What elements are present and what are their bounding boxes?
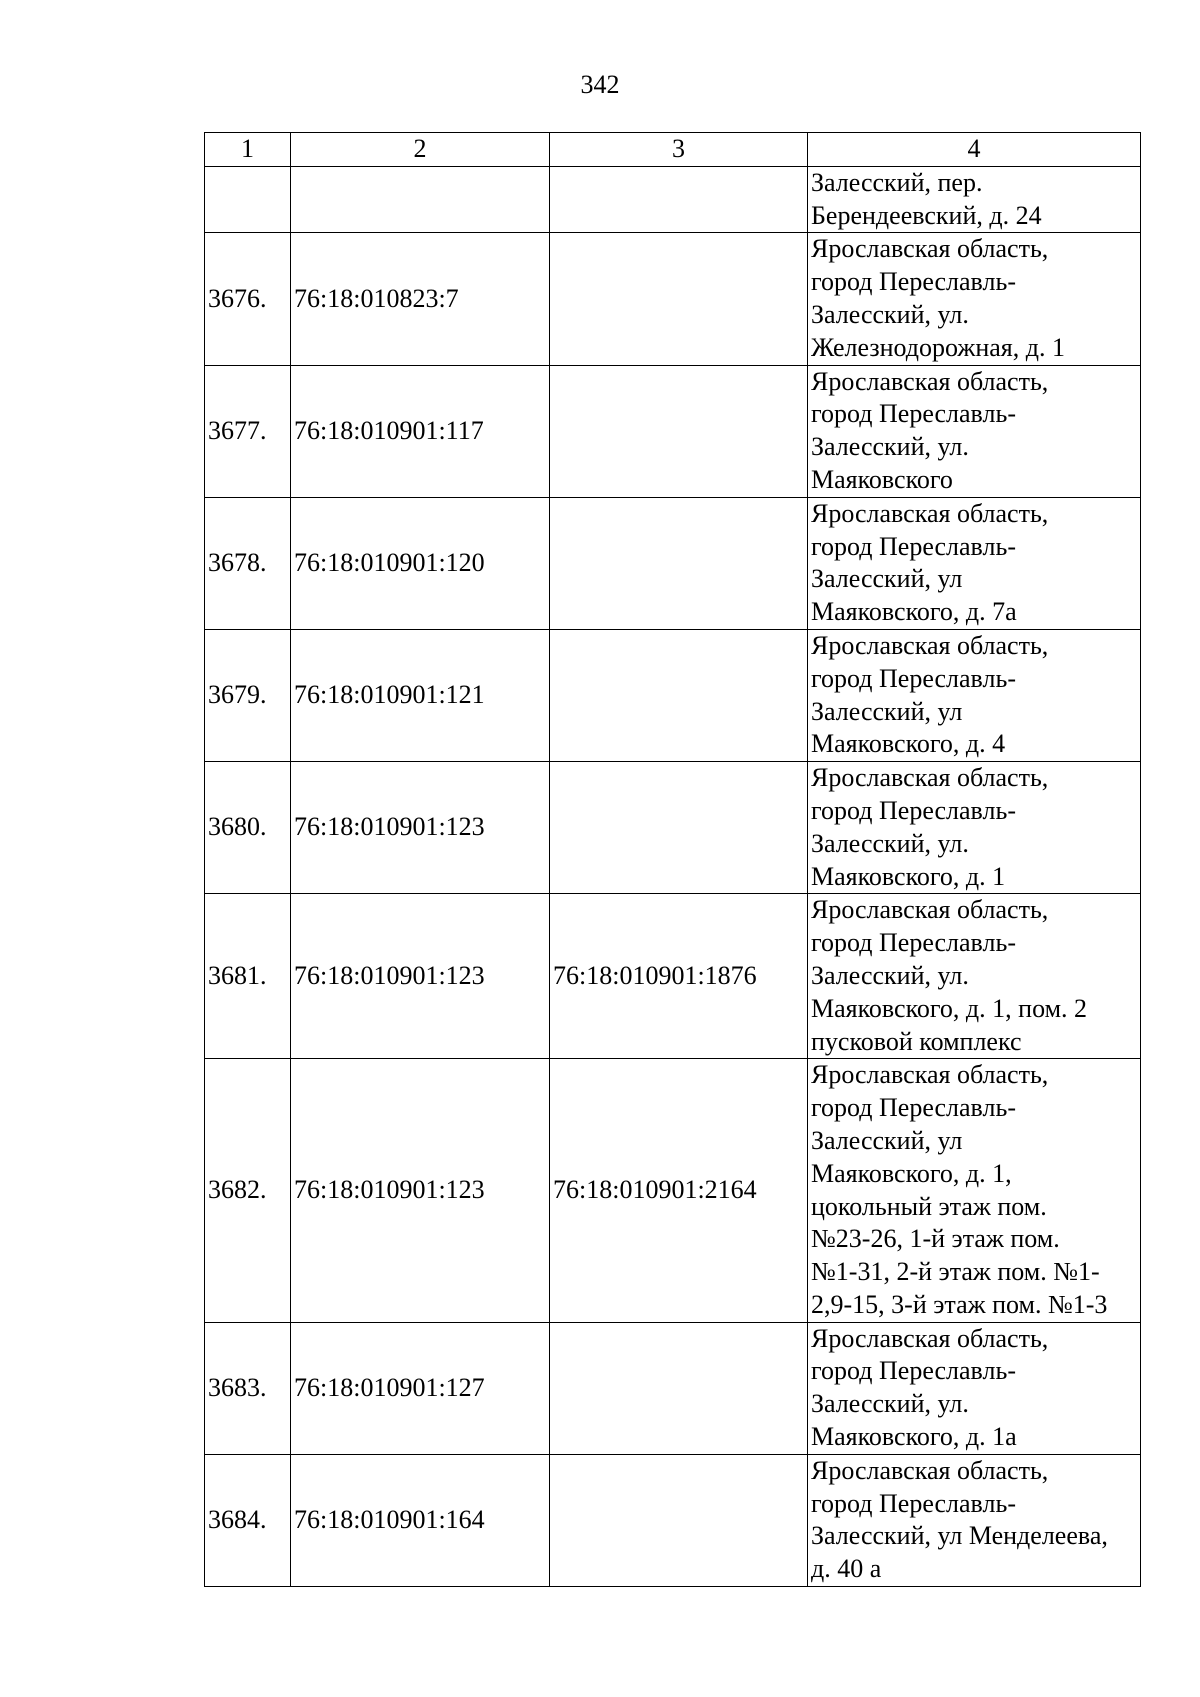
cadastral-number-cell: 76:18:010901:123 bbox=[291, 762, 550, 894]
row-number-cell: 3676. bbox=[205, 233, 291, 365]
column-header-2: 2 bbox=[291, 133, 550, 167]
cadastral-number-cell: 76:18:010823:7 bbox=[291, 233, 550, 365]
table-row bbox=[205, 497, 1141, 629]
address-cell: Ярославская область, город Переславль- Залесский, ул Маяковского, д. 1, цокольный этаж пом. №23-26, 1-й этаж пом. №1-31, 2-й этаж пом. №1- 2,9-15, 3-й этаж пом. №1-3 bbox=[808, 1059, 1141, 1322]
table-row bbox=[205, 1454, 1141, 1586]
object-number-cell bbox=[550, 166, 808, 233]
row-number-cell: 3678. bbox=[205, 497, 291, 629]
column-header-1: 1 bbox=[205, 133, 291, 167]
table-row bbox=[205, 762, 1141, 894]
object-number-cell bbox=[550, 1322, 808, 1454]
object-number-cell bbox=[550, 365, 808, 497]
registry-table bbox=[204, 132, 1141, 1587]
column-header-4: 4 bbox=[808, 133, 1141, 167]
row-number-cell: 3684. bbox=[205, 1454, 291, 1586]
cadastral-number-cell: 76:18:010901:120 bbox=[291, 497, 550, 629]
cadastral-number-cell bbox=[291, 166, 550, 233]
table-row bbox=[205, 233, 1141, 365]
row-number-cell: 3681. bbox=[205, 894, 291, 1059]
address-cell: Ярославская область, город Переславль- Залесский, ул. Маяковского, д. 1, пом. 2 пусковой комплекс bbox=[808, 894, 1141, 1059]
cadastral-number-cell: 76:18:010901:123 bbox=[291, 894, 550, 1059]
object-number-cell bbox=[550, 233, 808, 365]
table-row bbox=[205, 166, 1141, 233]
address-cell: Ярославская область, город Переславль- Залесский, ул. Маяковского, д. 1а bbox=[808, 1322, 1141, 1454]
cadastral-number-cell: 76:18:010901:123 bbox=[291, 1059, 550, 1322]
cadastral-number-cell: 76:18:010901:127 bbox=[291, 1322, 550, 1454]
address-cell: Ярославская область, город Переславль- Залесский, ул. Маяковского, д. 1 bbox=[808, 762, 1141, 894]
header-row bbox=[205, 133, 1141, 167]
table-row bbox=[205, 365, 1141, 497]
address-cell: Ярославская область, город Переславль- Залесский, ул Маяковского, д. 4 bbox=[808, 629, 1141, 761]
object-number-cell: 76:18:010901:1876 bbox=[550, 894, 808, 1059]
row-number-cell bbox=[205, 166, 291, 233]
row-number-cell: 3677. bbox=[205, 365, 291, 497]
cadastral-number-cell: 76:18:010901:121 bbox=[291, 629, 550, 761]
object-number-cell bbox=[550, 762, 808, 894]
object-number-cell bbox=[550, 1454, 808, 1586]
row-number-cell: 3683. bbox=[205, 1322, 291, 1454]
page-number: 342 bbox=[580, 70, 620, 99]
address-cell: Ярославская область, город Переславль- Залесский, ул. Маяковского bbox=[808, 365, 1141, 497]
table-row bbox=[205, 629, 1141, 761]
object-number-cell bbox=[550, 497, 808, 629]
address-cell: Ярославская область, город Переславль- Залесский, ул. Железнодорожная, д. 1 bbox=[808, 233, 1141, 365]
table-row bbox=[205, 1059, 1141, 1322]
table-body bbox=[205, 166, 1141, 1586]
row-number-cell: 3682. bbox=[205, 1059, 291, 1322]
object-number-cell bbox=[550, 629, 808, 761]
row-number-cell: 3680. bbox=[205, 762, 291, 894]
address-cell: Ярославская область, город Переславль- Залесский, ул Менделеева, д. 40 а bbox=[808, 1454, 1141, 1586]
address-cell: Ярославская область, город Переславль- Залесский, ул Маяковского, д. 7а bbox=[808, 497, 1141, 629]
cadastral-number-cell: 76:18:010901:117 bbox=[291, 365, 550, 497]
table-row bbox=[205, 894, 1141, 1059]
table-row bbox=[205, 1322, 1141, 1454]
cadastral-number-cell: 76:18:010901:164 bbox=[291, 1454, 550, 1586]
object-number-cell: 76:18:010901:2164 bbox=[550, 1059, 808, 1322]
address-cell: Залесский, пер. Берендеевский, д. 24 bbox=[808, 166, 1141, 233]
column-header-3: 3 bbox=[550, 133, 808, 167]
row-number-cell: 3679. bbox=[205, 629, 291, 761]
